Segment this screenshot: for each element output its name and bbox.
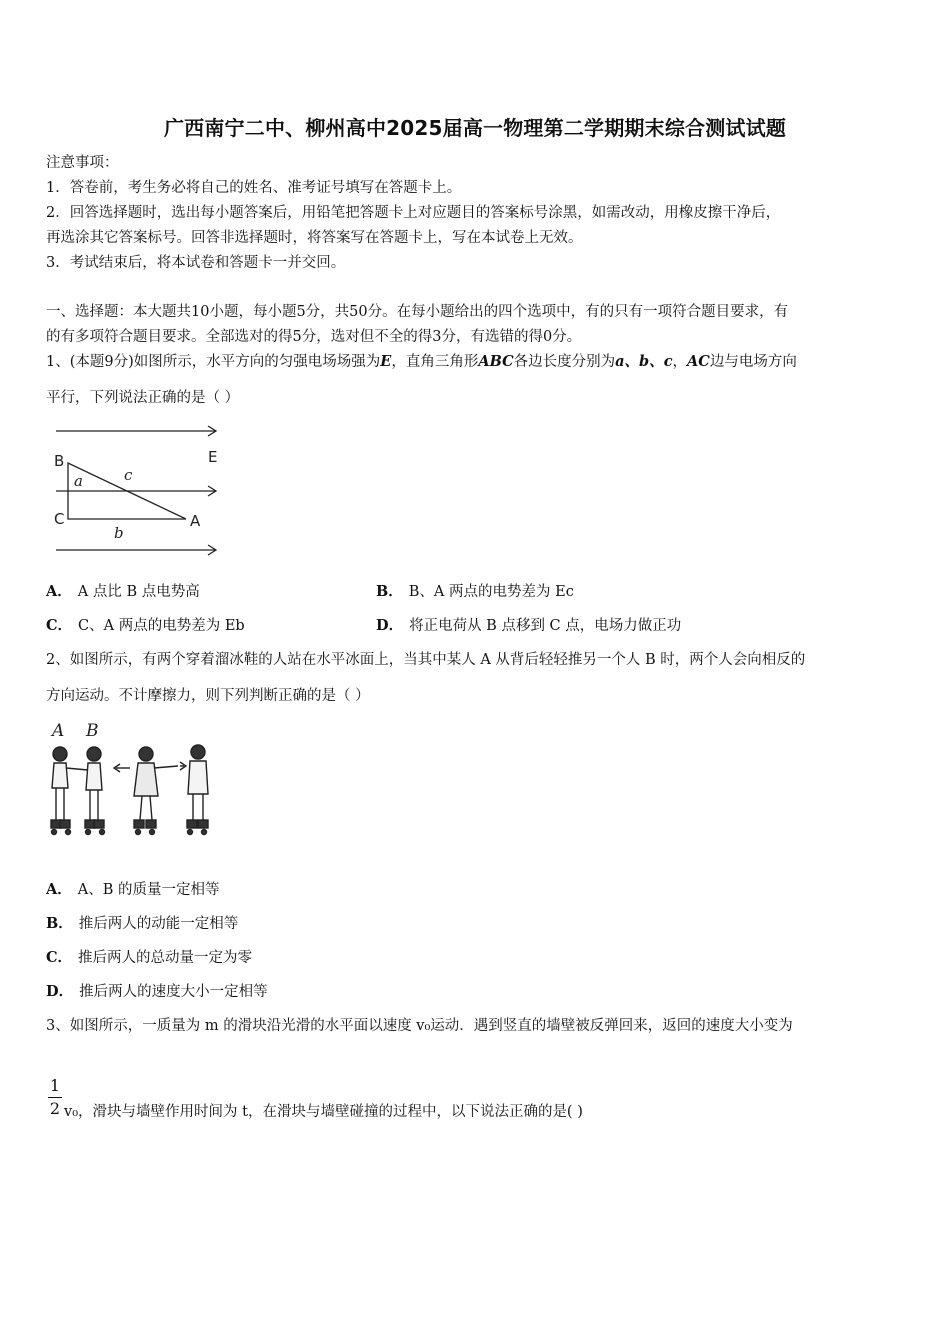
- fraction-bar: [48, 1097, 62, 1098]
- option-text: B、A 两点的电势差为 Ec: [408, 584, 574, 600]
- q2-stem-line1: 2、如图所示，有两个穿着溜冰鞋的人站在水平冰面上，当其中某人 A 从背后轻轻推另一个人 B 时，两个人会向相反的: [46, 652, 806, 668]
- q2-option-B[interactable]: [46, 914, 238, 934]
- q1-field-triangle-figure: [48, 420, 228, 562]
- notice-item-2-cont: 再选涂其它答案标号。回答非选择题时，将答案写在答题卡上，写在本试卷上无效。: [46, 230, 583, 246]
- q3-stem-line2: v₀，滑块与墙壁作用时间为 t，在滑块与墙壁碰撞的过程中，以下说法正确的是( ): [64, 1104, 583, 1120]
- skater-B-after: [180, 745, 208, 835]
- fraction-denominator: 2: [49, 1099, 61, 1118]
- q1-stem-line2: 平行，下列说法正确的是（ ）: [46, 390, 240, 406]
- q2-stem-line2: 方向运动。不计摩擦力，则下列判断正确的是（ ）: [46, 688, 370, 704]
- option-label: A．: [46, 881, 72, 898]
- q1-stem-part: 1、(本题9分)如图所示，水平方向的匀强电场场强为: [46, 354, 381, 370]
- skater-B-before: [85, 747, 105, 835]
- notice-item-1: 1．答卷前，考生务必将自己的姓名、准考证号填写在答题卡上。: [46, 180, 462, 196]
- q1-symbol-AC: AC: [687, 353, 710, 370]
- label-E: E: [208, 448, 218, 466]
- section-intro-line2: 的有多项符合题目要求。全部选对的得5分，选对但不全的得3分，有选错的得0分。: [46, 329, 582, 345]
- q1-stem-part: 边与电场方向: [709, 354, 797, 370]
- q1-stem-part: ，: [672, 354, 688, 370]
- option-label: C．: [46, 617, 73, 634]
- option-label: A．: [46, 583, 72, 600]
- option-text: A、B 的质量一定相等: [77, 882, 220, 898]
- option-text: C、A 两点的电势差为 Eb: [78, 618, 245, 634]
- label-C: C: [54, 510, 65, 528]
- q1-symbol-abc: a、b、c: [615, 353, 673, 370]
- skater-A-after: [114, 747, 178, 835]
- label-a: a: [74, 472, 83, 490]
- section-intro-line1: 一、选择题：本大题共10小题，每小题5分，共50分。在每小题给出的四个选项中，有的只有一项符合题目要求，有: [46, 304, 789, 320]
- option-text: 推后两人的速度大小一定相等: [79, 984, 268, 1000]
- q1-option-B[interactable]: [376, 582, 574, 602]
- q1-option-D[interactable]: [376, 616, 681, 636]
- q1-symbol-E: E: [380, 353, 392, 370]
- q2-option-C[interactable]: [46, 948, 252, 968]
- q3-stem-line1: 3、如图所示，一质量为 m 的滑块沿光滑的水平面以速度 v₀运动．遇到竖直的墙壁被反弹回来，返回的速度大小变为: [46, 1018, 793, 1034]
- fraction-numerator: 1: [49, 1076, 61, 1095]
- page-title: 广西南宁二中、柳州高中2025届高一物理第二学期期末综合测试试题: [163, 116, 787, 140]
- notice-item-3: 3．考试结束后，将本试卷和答题卡一并交回。: [46, 255, 346, 271]
- q1-stem-part: 各边长度分别为: [513, 354, 616, 370]
- q1-option-A[interactable]: [46, 582, 200, 602]
- label-B: B: [54, 452, 65, 470]
- label-b: b: [114, 524, 124, 542]
- option-label: B．: [46, 915, 73, 932]
- notice-heading: 注意事项：: [46, 155, 119, 171]
- option-label: D．: [46, 983, 74, 1000]
- q1-stem-line1: [46, 352, 908, 372]
- option-text: 推后两人的总动量一定为零: [78, 950, 253, 966]
- option-label: D．: [376, 617, 404, 634]
- option-text: 推后两人的动能一定相等: [78, 916, 239, 932]
- option-text: A 点比 B 点电势高: [77, 584, 200, 600]
- label-A: A: [190, 512, 201, 530]
- skater-A-before: [51, 747, 88, 835]
- q2-option-A[interactable]: [46, 880, 220, 900]
- q2-option-D[interactable]: [46, 982, 268, 1002]
- q1-symbol-ABC: ABC: [478, 353, 514, 370]
- option-label: B．: [376, 583, 403, 600]
- label-A: A: [52, 721, 65, 741]
- q2-skaters-figure: [46, 718, 220, 842]
- q3-fraction-one-half: [48, 1077, 62, 1118]
- option-label: C．: [46, 949, 73, 966]
- label-B: B: [86, 721, 99, 741]
- notice-item-2: 2．回答选择题时，选出每小题答案后，用铅笔把答题卡上对应题目的答案标号涂黑，如需改动，用橡皮擦干净后，: [46, 205, 781, 221]
- label-c: c: [124, 466, 133, 484]
- q1-option-C[interactable]: [46, 616, 245, 636]
- option-text: 将正电荷从 B 点移到 C 点，电场力做正功: [409, 618, 682, 634]
- q1-stem-part: ，直角三角形: [391, 354, 479, 370]
